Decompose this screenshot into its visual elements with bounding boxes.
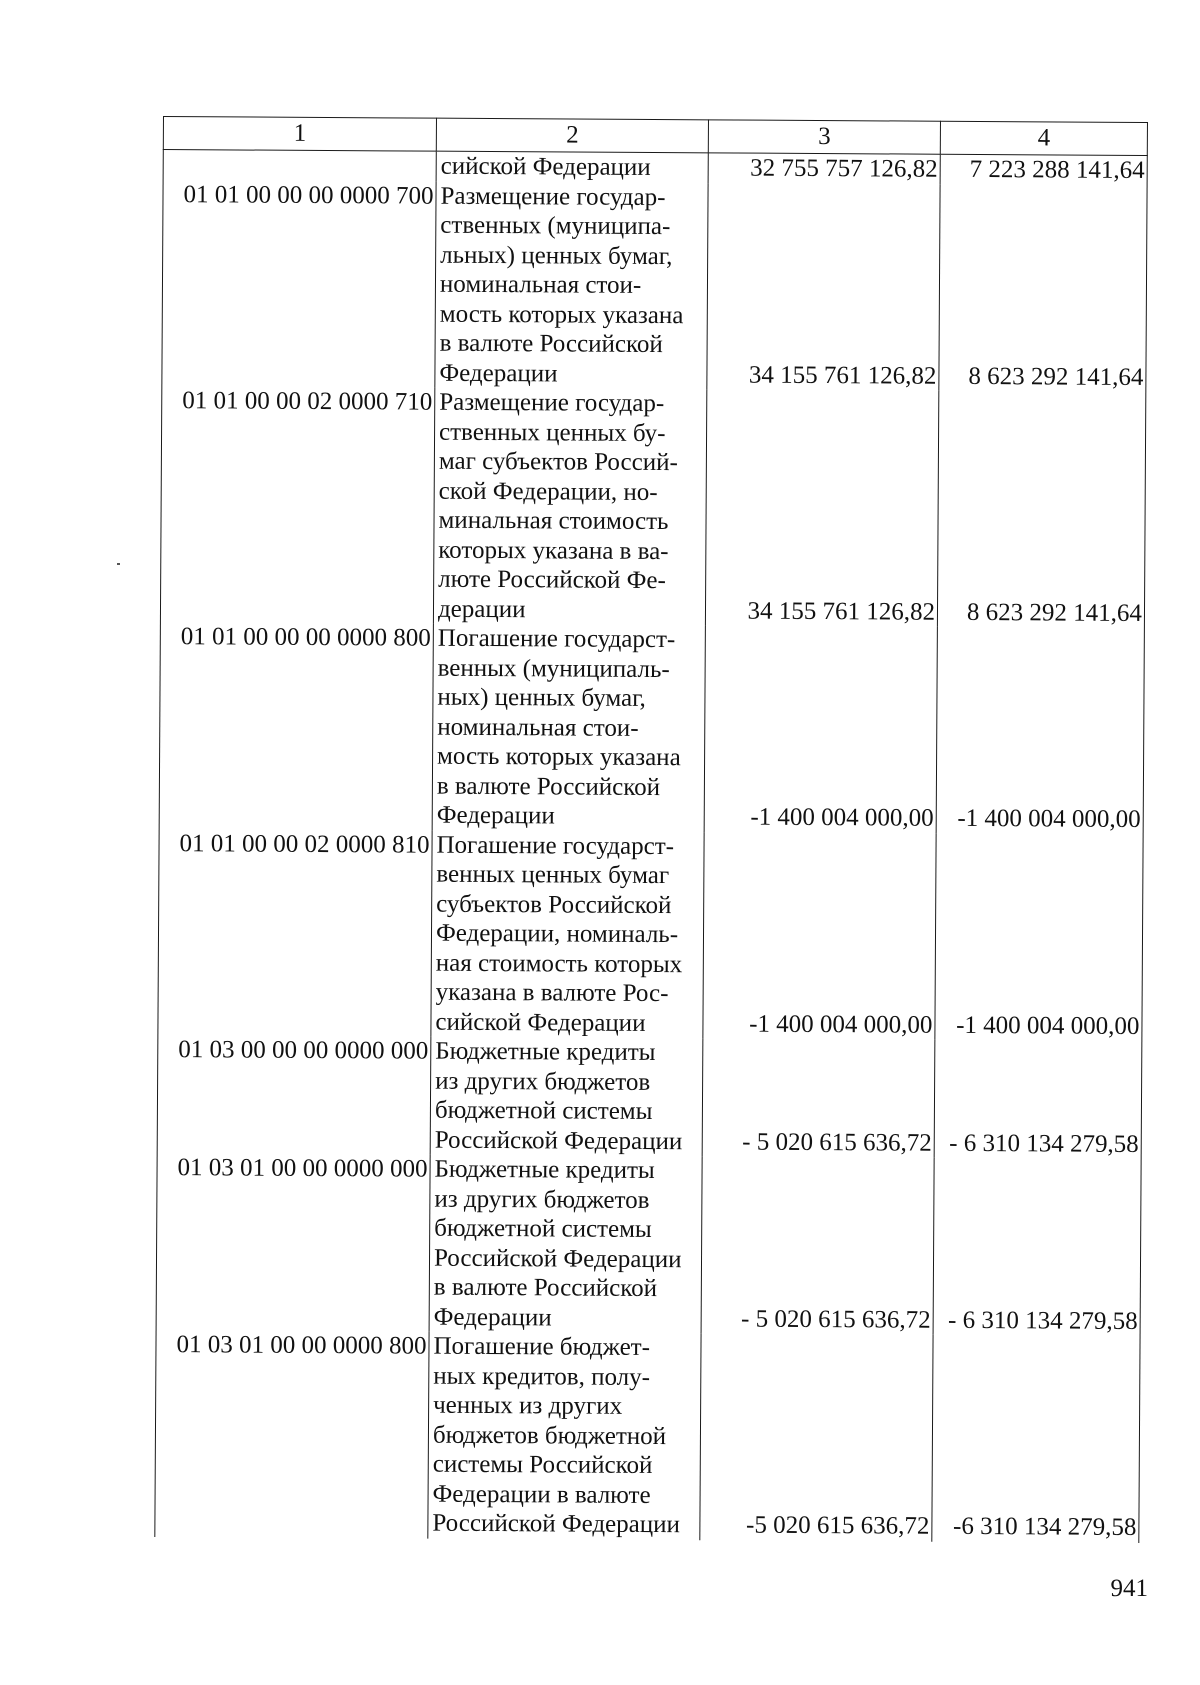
amount-col4: - 6 310 134 279,58 <box>934 1040 1142 1159</box>
item-name: Погашение бюджет- ных кредитов, полу- ченных из других бюджетов бюджетной системы Российской Федерации в валюте Российской Федерации <box>428 1332 701 1540</box>
budget-code <box>163 150 436 182</box>
item-name: Погашение государст- венных ценных бумаг субъектов Российской Федерации, номиналь- ная стоимость которых указана в валюте Рос- сийской Федерации <box>431 830 704 1038</box>
table-row <box>158 828 1143 1041</box>
amount-col3: - 5 020 615 636,72 <box>701 1156 934 1334</box>
budget-table <box>154 116 1148 1542</box>
amount-col3: 32 755 757 126,82 <box>708 153 940 184</box>
amount-col4: -1 400 004 000,00 <box>936 627 1144 835</box>
budget-code: 01 03 01 00 00 0000 800 <box>155 1330 429 1538</box>
table-row <box>160 386 1145 628</box>
amount-col4: 7 223 288 141,64 <box>940 154 1147 185</box>
budget-code: 01 01 00 00 02 0000 710 <box>160 386 434 624</box>
amount-col3: -5 020 615 636,72 <box>700 1333 933 1541</box>
amount-col4: - 6 310 134 279,58 <box>933 1158 1141 1336</box>
column-header-1: 1 <box>163 117 436 152</box>
amount-col3: - 5 020 615 636,72 <box>702 1038 935 1157</box>
item-name: Размещение государ- ственных ценных бу- маг субъектов Россий- ской Федерации, но- минальная стоимость которых указана в ва- люте Российской Фе- дерации <box>433 388 706 626</box>
item-name: Бюджетные кредиты из других бюджетов бюджетной системы Российской Федерации <box>430 1037 703 1157</box>
table-row <box>157 1035 1142 1159</box>
amount-col3: -1 400 004 000,00 <box>704 625 937 833</box>
item-name: Погашение государст- венных (муниципаль- ных) ценных бумаг, номинальная стои- мость которых указана в валюте Российской Федерации <box>432 624 705 832</box>
column-header-4: 4 <box>940 121 1147 155</box>
budget-code: 01 03 01 00 00 0000 000 <box>156 1153 430 1332</box>
page-number: 941 <box>1110 1575 1148 1602</box>
table-row <box>162 180 1147 393</box>
amount-col4: -6 310 134 279,58 <box>932 1335 1140 1543</box>
budget-code: 01 01 00 00 00 0000 800 <box>159 622 433 830</box>
amount-col4: -1 400 004 000,00 <box>935 833 1143 1041</box>
item-name: Бюджетные кредиты из других бюджетов бюджетной системы Российской Федерации в валюте Российской Федерации <box>429 1155 702 1334</box>
budget-code: 01 01 00 00 02 0000 810 <box>158 828 432 1036</box>
column-header-3: 3 <box>708 120 940 154</box>
budget-code: 01 03 00 00 00 0000 000 <box>157 1035 431 1155</box>
table-row <box>155 1330 1140 1543</box>
scan-speck <box>117 563 120 565</box>
amount-col3: 34 155 761 126,82 <box>707 183 940 391</box>
table-row <box>156 1153 1141 1336</box>
amount-col4: 8 623 292 141,64 <box>939 184 1147 392</box>
amount-col3: 34 155 761 126,82 <box>705 389 938 626</box>
amount-col3: -1 400 004 000,00 <box>703 832 936 1040</box>
table-row <box>159 622 1144 835</box>
item-name: Размещение государ- ственных (муниципа- льных) ценных бумаг, номинальная стои- мость которых указана в валюте Российской Федерации <box>435 181 708 389</box>
column-header-2: 2 <box>436 118 708 153</box>
item-name: сийской Федерации <box>436 151 708 183</box>
budget-code: 01 01 00 00 00 0000 700 <box>162 180 436 388</box>
amount-col4: 8 623 292 141,64 <box>937 391 1145 628</box>
